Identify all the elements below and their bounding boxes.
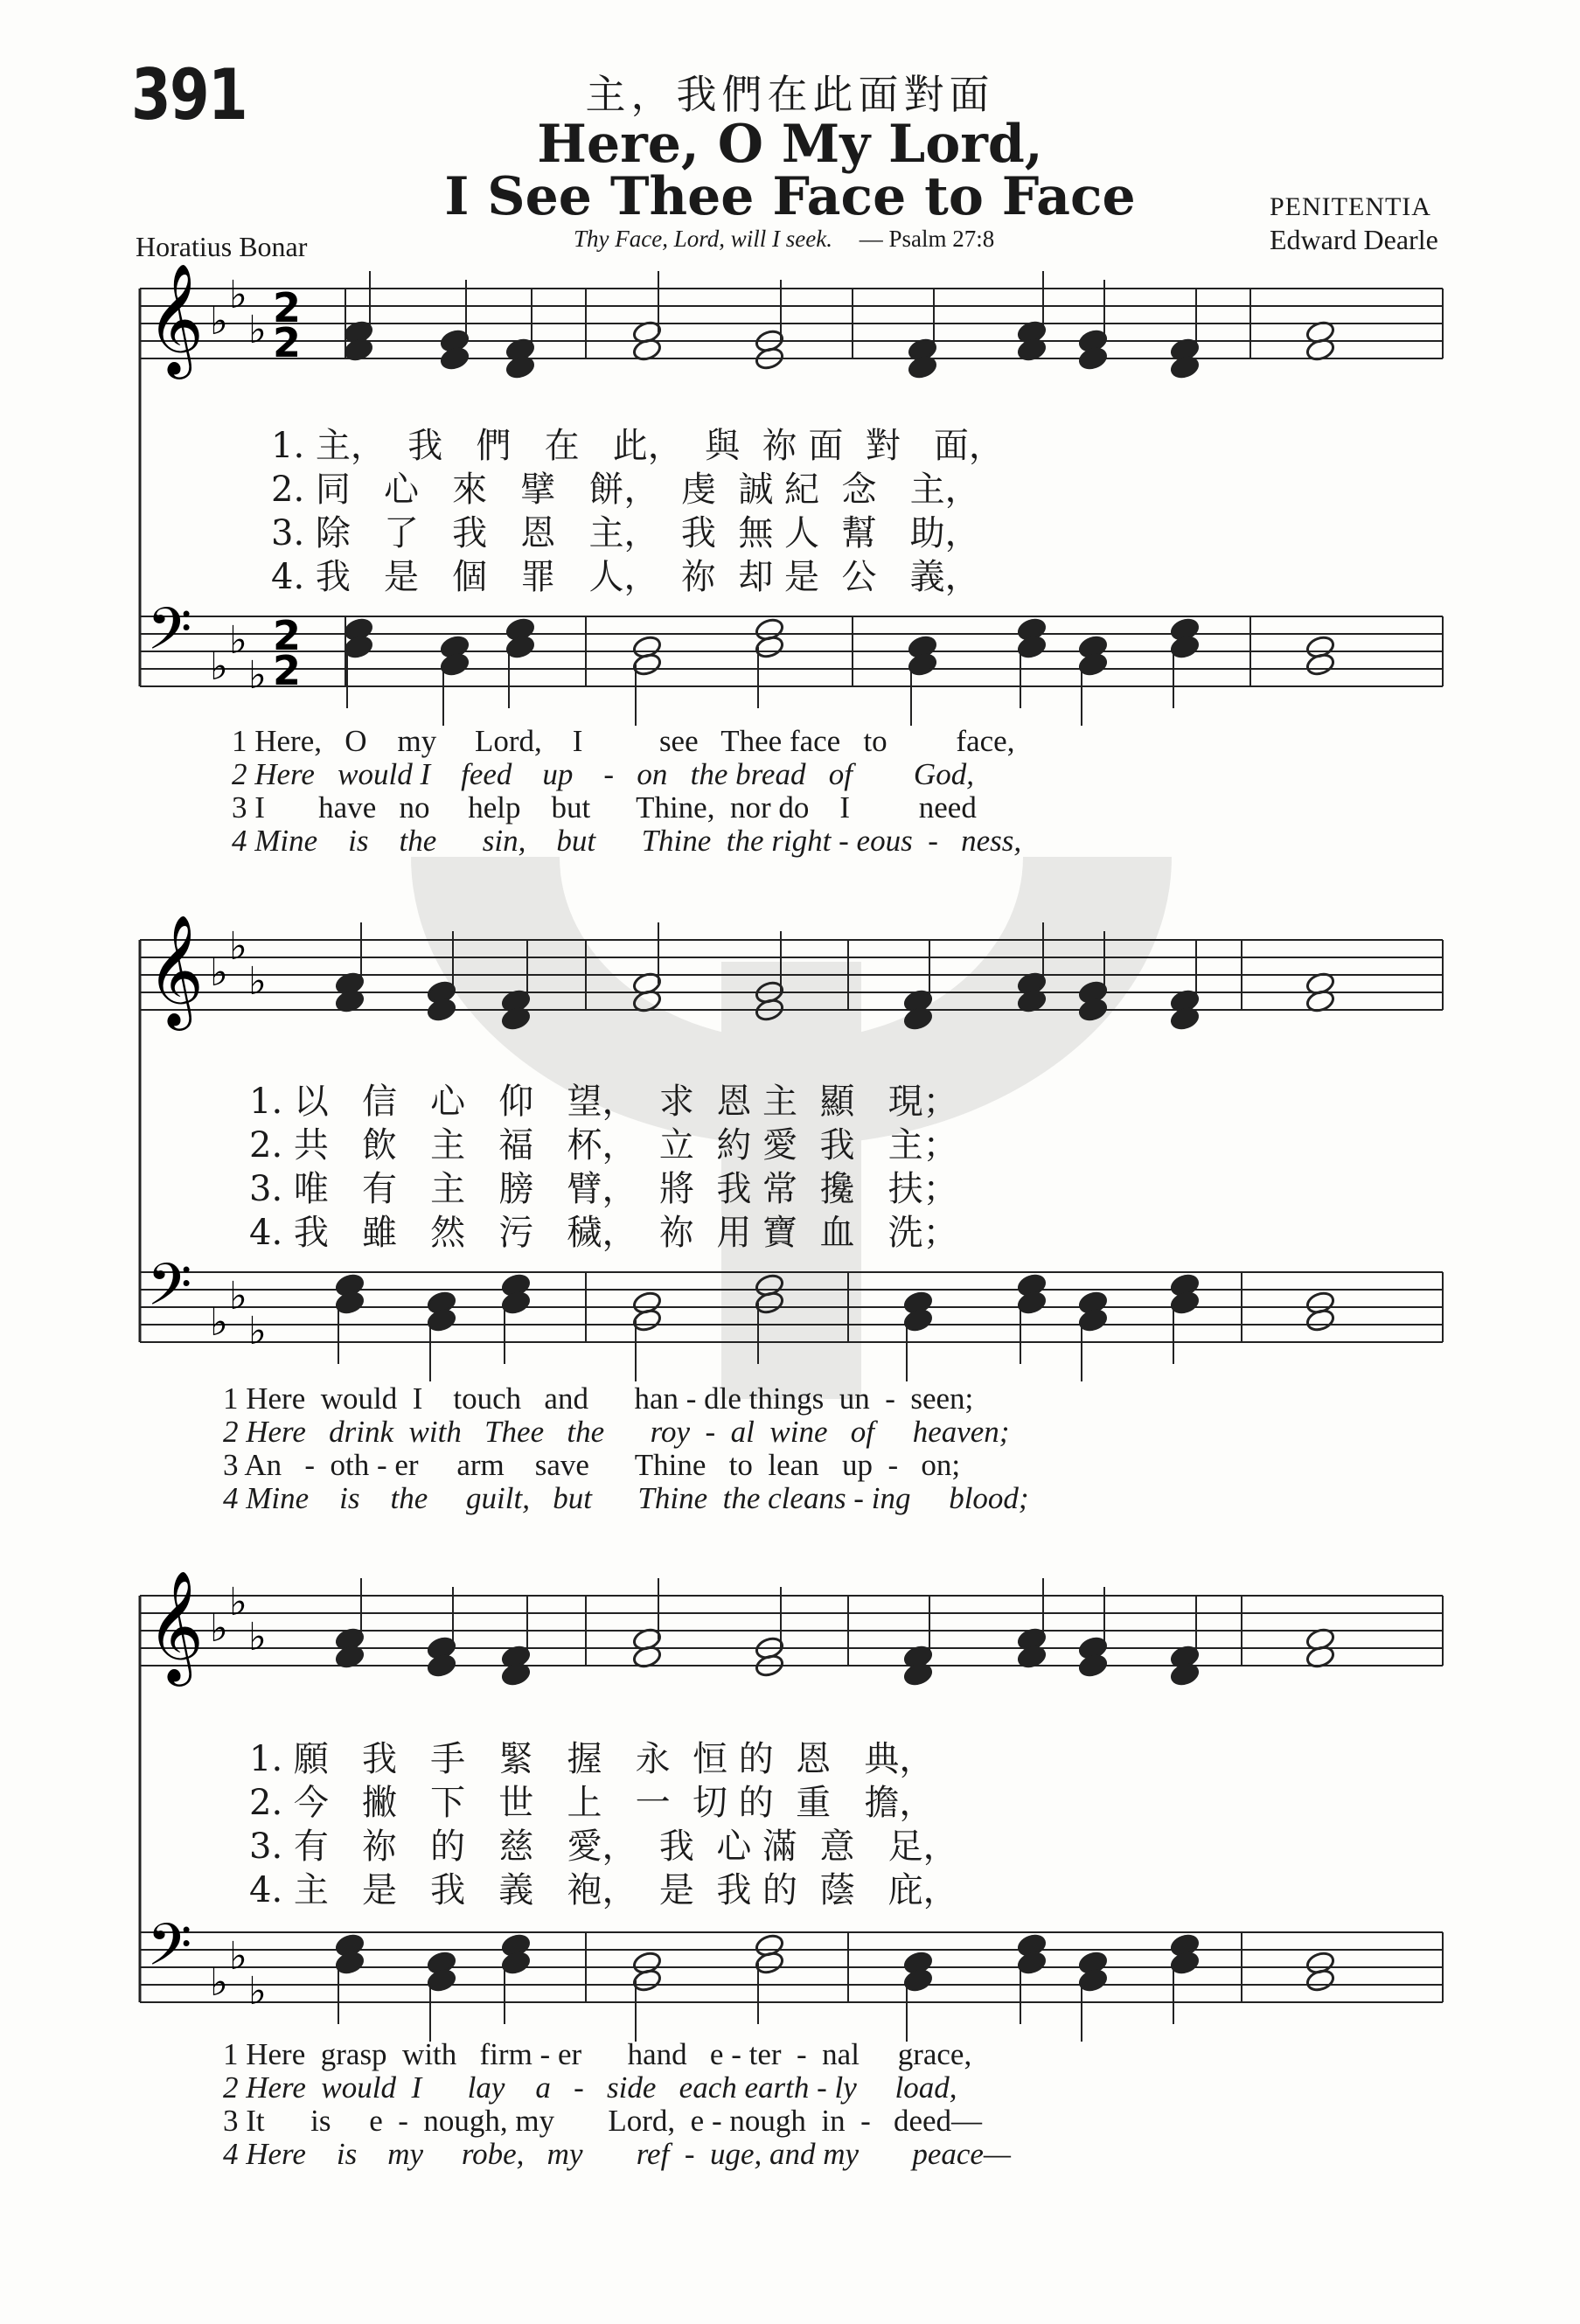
chinese-lyric-verse-3: 3. 唯 有 主 膀 臂， 將 我 常 攙 扶； (249, 1169, 958, 1209)
flat-icon: ♭ (210, 644, 228, 689)
time-signature-top: 2 (273, 612, 302, 659)
music-composer: Edward Dearle (1270, 224, 1438, 255)
treble-clef-icon: 𝄞 (147, 1569, 205, 1681)
english-lyric-verse-4: 4 Mine is the guilt, but Thine the cleans - ing blood; (223, 1481, 1029, 1515)
chinese-lyric-verse-3: 3. 有 祢 的 慈 愛， 我 心 滿 意 足， (249, 1826, 958, 1867)
english-lyric-verse-2: 2 Here would I lay a - side each earth - ly load, (223, 2070, 957, 2105)
flat-icon: ♭ (248, 959, 267, 1004)
flat-icon: ♭ (210, 950, 228, 995)
chinese-title: 主，我們在此面對面 (585, 71, 995, 118)
bass-clef-icon: 𝄢 (147, 1911, 192, 1993)
english-lyric-verse-4: 4 Mine is the sin, but Thine the right - eous - ness, (232, 824, 1022, 858)
english-lyric-verse-3: 3 It is e - nough, my Lord, e - nough in - deed— (223, 2104, 983, 2138)
english-lyric-verse-1: 1 Here grasp with firm - er hand e - ter - nal grace, (223, 2037, 972, 2071)
chinese-lyric-verse-4: 4. 主 是 我 義 袍， 是 我 的 蔭 庇， (249, 1870, 958, 1910)
treble-clef-icon: 𝄞 (147, 262, 205, 374)
hymn-number: 391 (131, 54, 247, 136)
time-signature-top: 2 (273, 284, 302, 331)
english-lyric-verse-2: 2 Here would I feed up - on the bread of God, (232, 757, 974, 791)
flat-icon: ♭ (210, 1606, 228, 1651)
chinese-lyric-verse-1: 1. 願 我 手 緊 握 永 恒 的 恩 典， (249, 1739, 935, 1779)
chinese-lyric-verse-2: 2. 共 飲 主 福 杯， 立 約 愛 我 主； (249, 1125, 958, 1165)
chinese-lyric-verse-3: 3. 除 了 我 恩 主， 我 無 人 幫 助， (271, 513, 980, 553)
flat-icon: ♭ (248, 1969, 267, 2014)
scripture-text: Thy Face, Lord, will I seek. (574, 226, 832, 252)
tune-name: PENITENTIA (1270, 192, 1431, 221)
flat-icon: ♭ (229, 1274, 247, 1319)
chinese-lyric-verse-4: 4. 我 是 個 罪 人， 祢 却 是 公 義， (271, 557, 980, 597)
flat-icon: ♭ (229, 273, 247, 317)
scripture-reference: — Psalm 27:8 (859, 226, 995, 252)
chinese-lyric-verse-1: 1. 主， 我 們 在 此， 與 祢 面 對 面， (271, 426, 1004, 466)
chinese-lyric-verse-2: 2. 同 心 來 擘 餅， 虔 誠 紀 念 主， (271, 470, 980, 510)
english-lyric-verse-3: 3 An - oth - er arm save Thine to lean up - on; (223, 1448, 961, 1482)
flat-icon: ♭ (248, 308, 267, 352)
flat-icon: ♭ (210, 1960, 228, 2005)
bass-clef-icon: 𝄢 (147, 595, 192, 677)
english-title-line-1: Here, O My Lord, (537, 114, 1043, 175)
time-signature-bottom: 2 (273, 319, 302, 366)
time-signature-bottom: 2 (273, 647, 302, 694)
flat-icon: ♭ (229, 1580, 247, 1625)
bass-clef-icon: 𝄢 (147, 1251, 192, 1332)
english-lyric-verse-1: 1 Here, O my Lord, I see Thee face to face, (232, 724, 1015, 758)
flat-icon: ♭ (229, 1934, 247, 1979)
flat-icon: ♭ (210, 1300, 228, 1345)
words-author: Horatius Bonar (136, 231, 308, 262)
flat-icon: ♭ (248, 653, 267, 698)
english-lyric-verse-4: 4 Here is my robe, my ref - uge, and my peace— (223, 2137, 1012, 2171)
english-lyric-verse-3: 3 I have no help but Thine, nor do I need (232, 790, 977, 825)
flat-icon: ♭ (248, 1309, 267, 1353)
chinese-lyric-verse-2: 2. 今 撇 下 世 上 一 切 的 重 擔， (249, 1783, 935, 1823)
chinese-lyric-verse-1: 1. 以 信 心 仰 望， 求 恩 主 顯 現； (249, 1082, 958, 1122)
chinese-lyric-verse-4: 4. 我 雖 然 污 穢， 祢 用 寶 血 洗； (249, 1213, 958, 1253)
english-title-line-2: I See Thee Face to Face (444, 166, 1136, 227)
flat-icon: ♭ (210, 299, 228, 344)
treble-clef-icon: 𝄞 (147, 914, 205, 1026)
flat-icon: ♭ (229, 924, 247, 969)
english-lyric-verse-1: 1 Here would I touch and han - dle things un - seen; (223, 1381, 974, 1416)
english-lyric-verse-2: 2 Here drink with Thee the roy - al wine of heaven; (223, 1415, 1010, 1449)
flat-icon: ♭ (229, 618, 247, 663)
flat-icon: ♭ (248, 1615, 267, 1660)
